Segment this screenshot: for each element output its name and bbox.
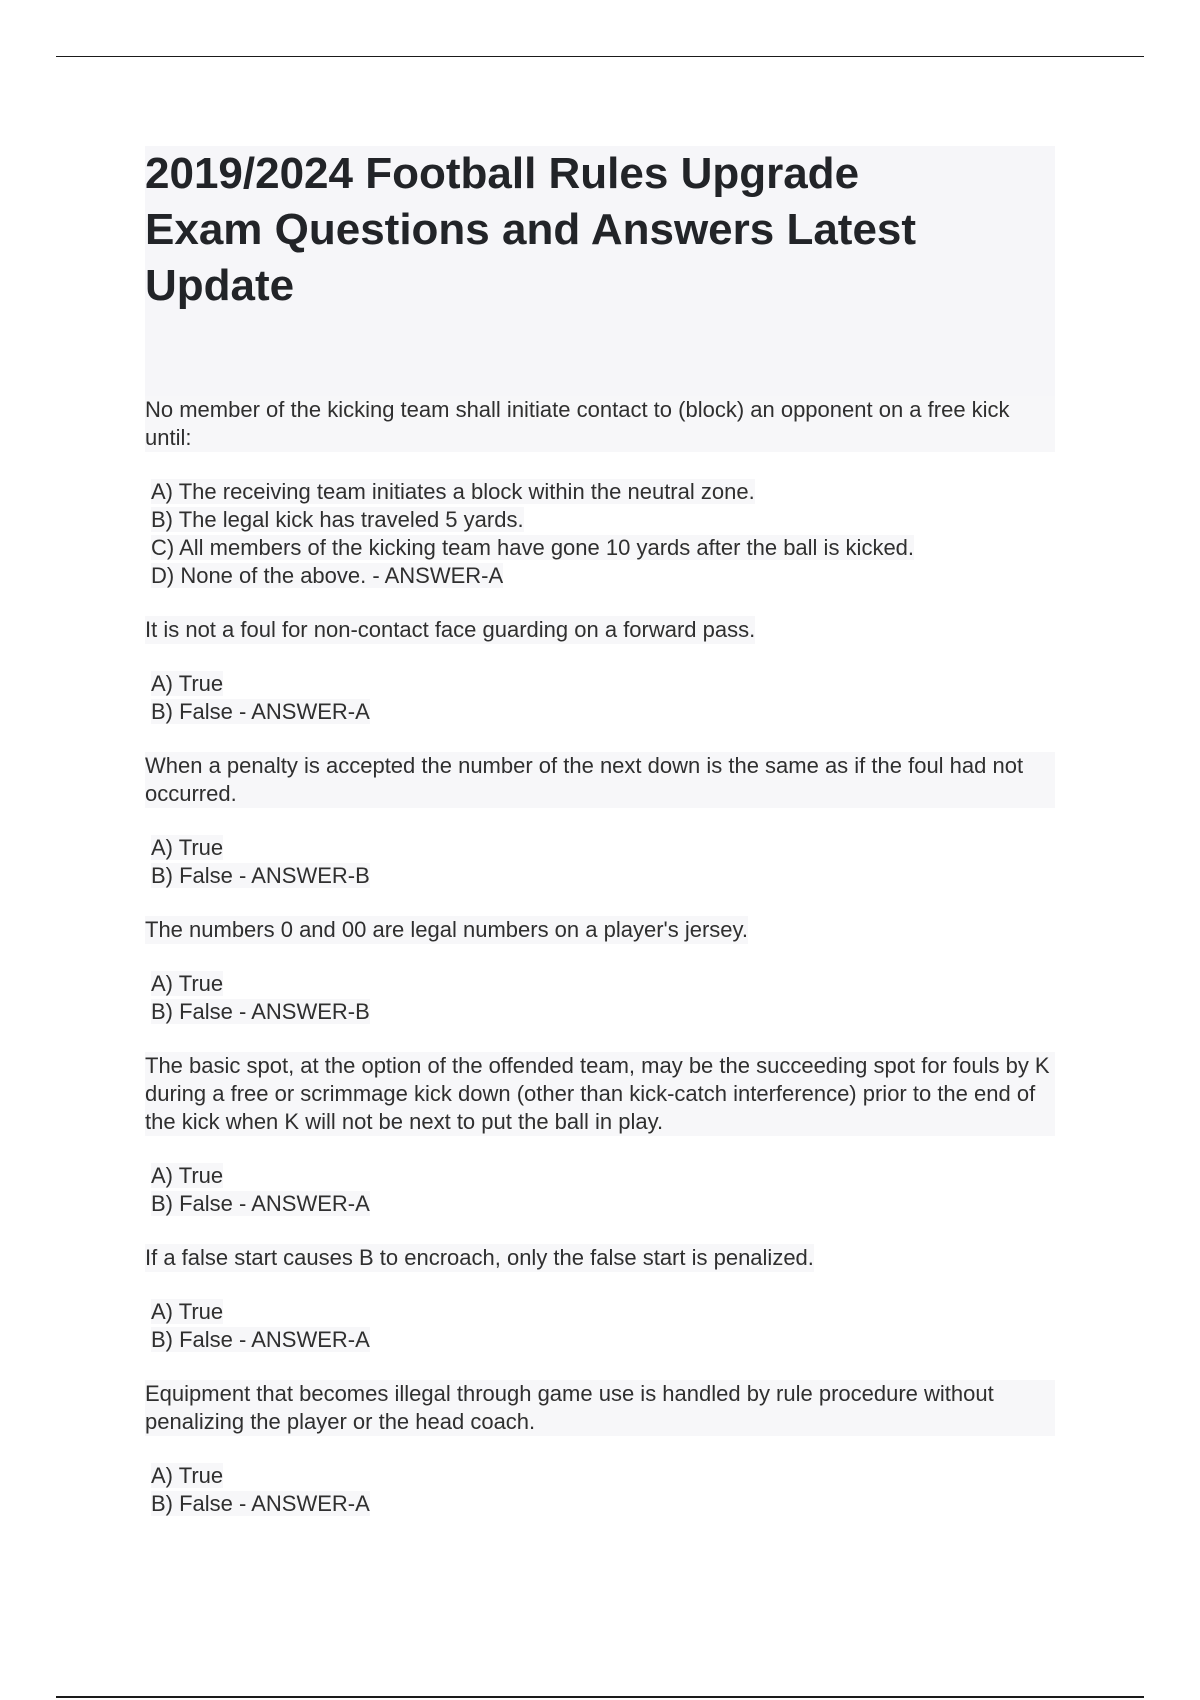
question-item	[145, 752, 1055, 890]
question-text: It is not a foul for non-contact face guarding on a forward pass.	[145, 617, 756, 642]
top-rule	[56, 56, 1144, 57]
answer-option: B) The legal kick has traveled 5 yards.	[151, 507, 524, 532]
answer-options	[145, 970, 1055, 1026]
question-text: Equipment that becomes illegal through game use is handled by rule procedure without penalizing the player or the head coach.	[145, 1380, 1055, 1436]
answer-options	[145, 1462, 1055, 1518]
question-list	[145, 396, 1055, 1518]
question-item	[145, 1244, 1055, 1354]
answer-option: B) False - ANSWER-A	[151, 699, 370, 724]
question-text: The basic spot, at the option of the offended team, may be the succeeding spot for fouls by K during a free or scrimmage kick down (other than kick-catch interference) prior to the end of the kick when K will not be next to put the ball in play.	[145, 1052, 1055, 1136]
answer-option: A) True	[151, 971, 224, 996]
question-item	[145, 616, 1055, 726]
question-text: No member of the kicking team shall initiate contact to (block) an opponent on a free kick until:	[145, 396, 1055, 452]
answer-option: B) False - ANSWER-A	[151, 1491, 370, 1516]
document-body	[145, 146, 1055, 1518]
question-item	[145, 916, 1055, 1026]
answer-option: B) False - ANSWER-A	[151, 1327, 370, 1352]
title-block	[145, 146, 1055, 396]
bottom-rule	[56, 1696, 1144, 1698]
question-item	[145, 1052, 1055, 1218]
answer-option: A) The receiving team initiates a block within the neutral zone.	[151, 479, 755, 504]
answer-options	[145, 478, 1055, 590]
answer-option: B) False - ANSWER-A	[151, 1191, 370, 1216]
question-item	[145, 396, 1055, 590]
answer-options	[145, 1298, 1055, 1354]
answer-option: A) True	[151, 671, 224, 696]
answer-options	[145, 1162, 1055, 1218]
answer-option: C) All members of the kicking team have gone 10 yards after the ball is kicked.	[151, 535, 915, 560]
question-item	[145, 1380, 1055, 1518]
answer-option: A) True	[151, 835, 224, 860]
answer-options	[145, 670, 1055, 726]
question-text: When a penalty is accepted the number of the next down is the same as if the foul had not occurred.	[145, 752, 1055, 808]
question-text: The numbers 0 and 00 are legal numbers on a player's jersey.	[145, 917, 749, 942]
document-title: 2019/2024 Football Rules Upgrade Exam Questions and Answers Latest Update	[145, 149, 917, 310]
answer-option: A) True	[151, 1299, 224, 1324]
answer-options	[145, 834, 1055, 890]
answer-option: B) False - ANSWER-B	[151, 863, 370, 888]
answer-option: A) True	[151, 1463, 224, 1488]
answer-option: D) None of the above. - ANSWER-A	[151, 563, 504, 588]
answer-option: A) True	[151, 1163, 224, 1188]
question-text: If a false start causes B to encroach, only the false start is penalized.	[145, 1245, 814, 1270]
answer-option: B) False - ANSWER-B	[151, 999, 370, 1024]
